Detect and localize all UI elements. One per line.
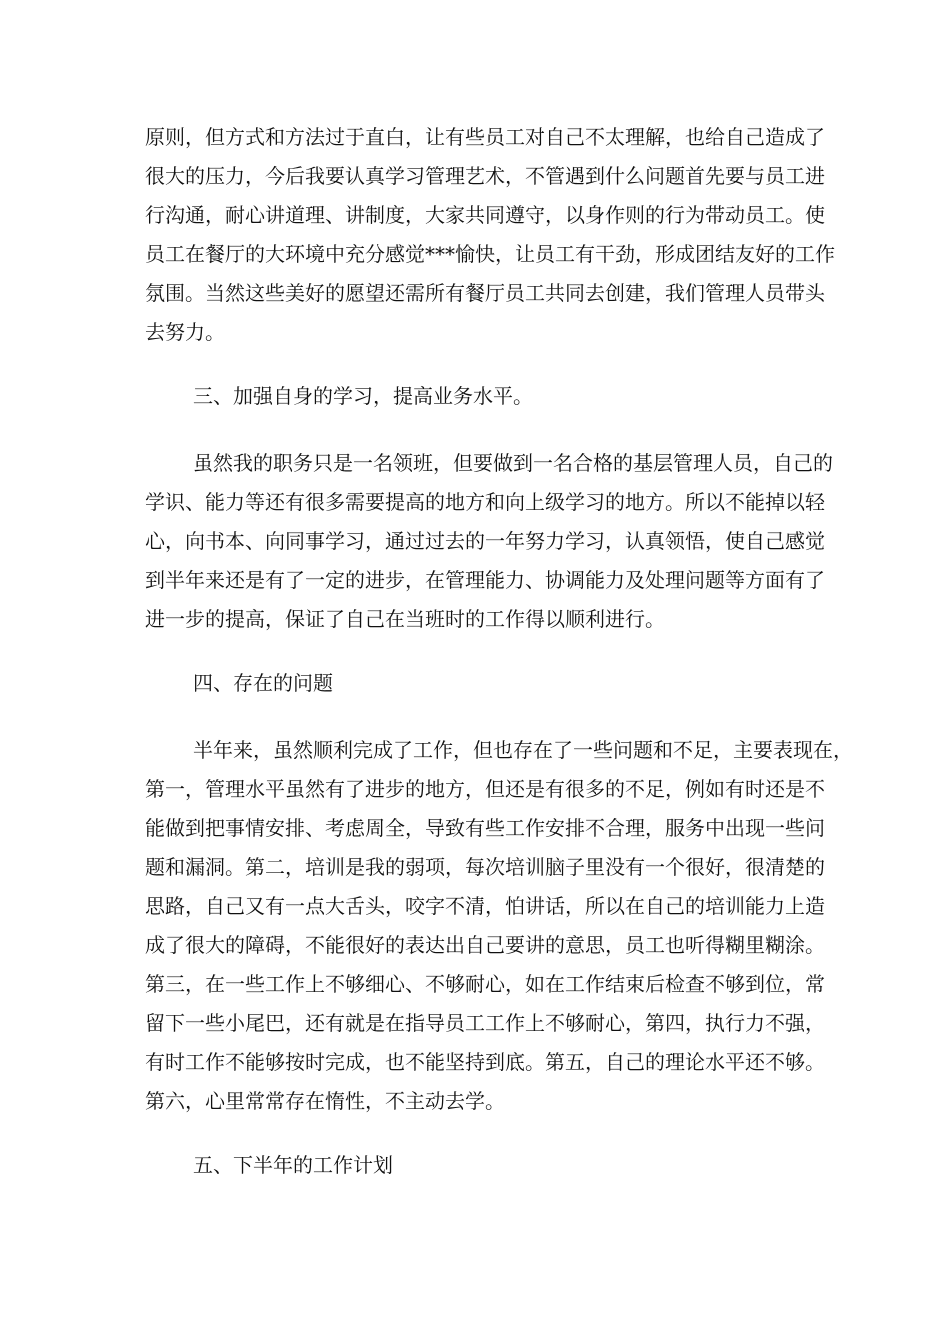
- text-line: 虽然我的职务只是一名领班，但要做到一名合格的基层管理人员，自己的: [193, 451, 833, 475]
- text-line: 题和漏洞。第二，培训是我的弱项，每次培训脑子里没有一个很好，很清楚的: [145, 855, 825, 879]
- text-line: 心，向书本、向同事学习，通过过去的一年努力学习，认真领悟，使自己感觉: [145, 529, 825, 553]
- text-line: 第三，在一些工作上不够细心、不够耐心，如在工作结束后检查不够到位，常: [145, 972, 825, 996]
- text-line: 进一步的提高，保证了自己在当班时的工作得以顺利进行。: [145, 607, 665, 631]
- text-line: 行沟通，耐心讲道理、讲制度，大家共同遵守，以身作则的行为带动员工。使: [145, 203, 825, 227]
- text-line: 第一，管理水平虽然有了进步的地方，但还是有很多的不足，例如有时还是不: [145, 777, 825, 801]
- text-line: 思路，自己又有一点大舌头，咬字不清，怕讲话，所以在自己的培训能力上造: [145, 894, 825, 918]
- text-line: 留下一些小尾巴，还有就是在指导员工工作上不够耐心，第四，执行力不强，: [145, 1011, 825, 1035]
- section-heading-3: 三、加强自身的学习，提高业务水平。: [193, 384, 533, 408]
- text-line: 原则，但方式和方法过于直白，让有些员工对自己不太理解，也给自己造成了: [145, 125, 825, 149]
- text-line: 半年来，虽然顺利完成了工作，但也存在了一些问题和不足，主要表现在，: [193, 738, 853, 762]
- text-line: 很大的压力，今后我要认真学习管理艺术，不管遇到什么问题首先要与员工进: [145, 164, 825, 188]
- section-heading-4: 四、存在的问题: [193, 671, 333, 695]
- text-line: 第六，心里常常存在惰性，不主动去学。: [145, 1089, 505, 1113]
- text-line: 有时工作不能够按时完成，也不能坚持到底。第五，自己的理论水平还不够。: [145, 1050, 825, 1074]
- text-line: 成了很大的障碍，不能很好的表达出自己要讲的意思，员工也听得糊里糊涂。: [145, 933, 825, 957]
- text-line: 氛围。当然这些美好的愿望还需所有餐厅员工共同去创建，我们管理人员带头: [145, 281, 825, 305]
- section-heading-5: 五、下半年的工作计划: [193, 1153, 393, 1177]
- text-line: 员工在餐厅的大环境中充分感觉***愉快，让员工有干劲，形成团结友好的工作: [145, 242, 835, 266]
- text-line: 去努力。: [145, 320, 225, 344]
- text-line: 到半年来还是有了一定的进步，在管理能力、协调能力及处理问题等方面有了: [145, 568, 825, 592]
- text-line: 能做到把事情安排、考虑周全，导致有些工作安排不合理，服务中出现一些问: [145, 816, 825, 840]
- text-line: 学识、能力等还有很多需要提高的地方和向上级学习的地方。所以不能掉以轻: [145, 490, 825, 514]
